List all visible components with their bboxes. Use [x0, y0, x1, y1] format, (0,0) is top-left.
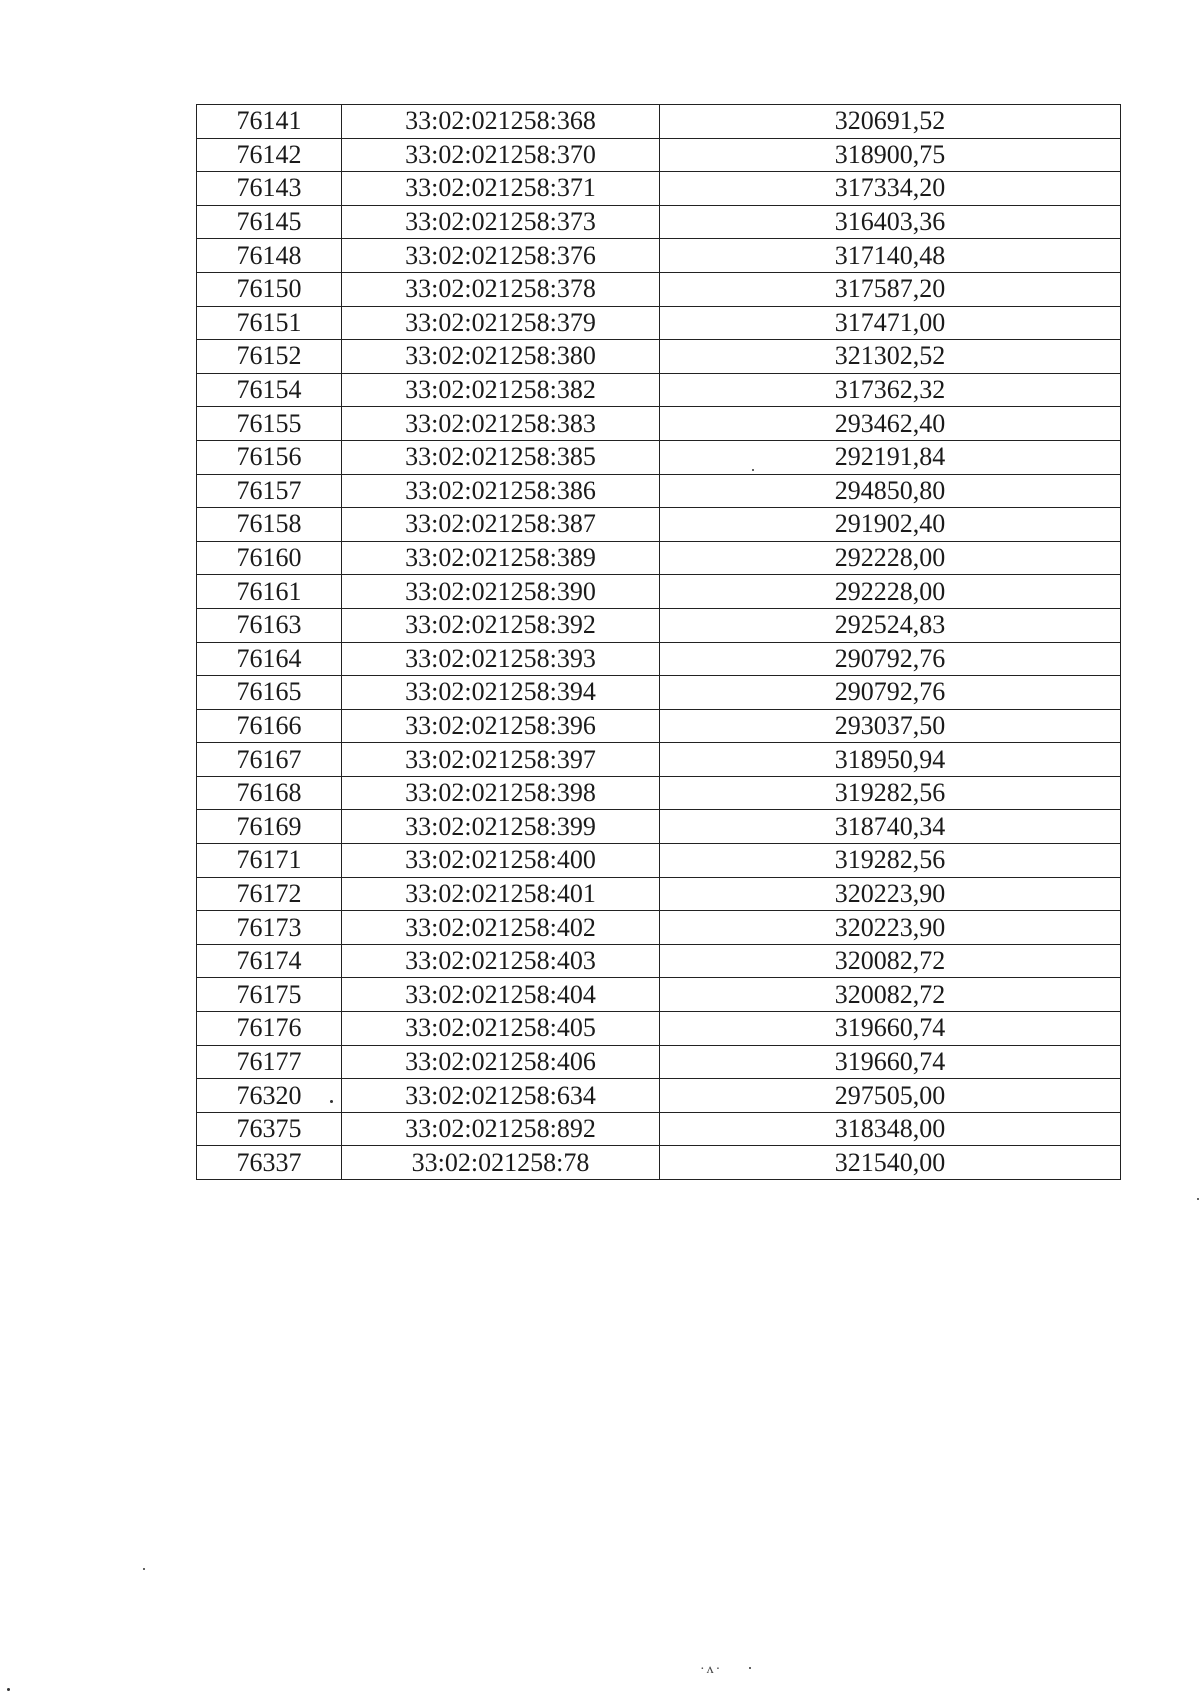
cadastral-number-cell: 33:02:021258:385 [342, 440, 660, 474]
row-number-cell: 76158 [197, 508, 342, 542]
value-cell: 320082,72 [660, 944, 1121, 978]
table-row [197, 575, 1121, 609]
cadastral-number-cell: 33:02:021258:398 [342, 776, 660, 810]
table-row [197, 1045, 1121, 1079]
table-row [197, 272, 1121, 306]
footer-mark: ·ʌ· [700, 1662, 723, 1677]
row-number-cell: 76142 [197, 138, 342, 172]
cadastral-number-cell: 33:02:021258:405 [342, 1012, 660, 1046]
table-row [197, 844, 1121, 878]
cadastral-number-cell: 33:02:021258:396 [342, 709, 660, 743]
value-cell: 316403,36 [660, 205, 1121, 239]
value-cell: 319282,56 [660, 844, 1121, 878]
table-row [197, 474, 1121, 508]
scan-speck [330, 1100, 333, 1103]
cadastral-number-cell: 33:02:021258:379 [342, 306, 660, 340]
value-cell: 320082,72 [660, 978, 1121, 1012]
value-cell: 292191,84 [660, 440, 1121, 474]
cadastral-number-cell: 33:02:021258:402 [342, 911, 660, 945]
table-row [197, 105, 1121, 139]
table-row [197, 944, 1121, 978]
row-number-cell: 76155 [197, 407, 342, 441]
cadastral-number-cell: 33:02:021258:376 [342, 239, 660, 273]
value-cell: 317334,20 [660, 172, 1121, 206]
cadastral-number-cell: 33:02:021258:399 [342, 810, 660, 844]
cadastral-number-cell: 33:02:021258:370 [342, 138, 660, 172]
cadastral-number-cell: 33:02:021258:401 [342, 877, 660, 911]
value-cell: 290792,76 [660, 642, 1121, 676]
cadastral-number-cell: 33:02:021258:892 [342, 1112, 660, 1146]
table-row [197, 508, 1121, 542]
table-row [197, 978, 1121, 1012]
cadastral-number-cell: 33:02:021258:404 [342, 978, 660, 1012]
table-row [197, 776, 1121, 810]
row-number-cell: 76163 [197, 608, 342, 642]
table-row [197, 642, 1121, 676]
table-row [197, 172, 1121, 206]
cadastral-number-cell: 33:02:021258:394 [342, 676, 660, 710]
row-number-cell: 76141 [197, 105, 342, 139]
value-cell: 319282,56 [660, 776, 1121, 810]
row-number-cell: 76177 [197, 1045, 342, 1079]
cadastral-number-cell: 33:02:021258:393 [342, 642, 660, 676]
row-number-cell: 76156 [197, 440, 342, 474]
value-cell: 297505,00 [660, 1079, 1121, 1113]
value-cell: 317471,00 [660, 306, 1121, 340]
cadastral-number-cell: 33:02:021258:380 [342, 340, 660, 374]
cadastral-number-cell: 33:02:021258:400 [342, 844, 660, 878]
row-number-cell: 76166 [197, 709, 342, 743]
value-cell: 317140,48 [660, 239, 1121, 273]
row-number-cell: 76150 [197, 272, 342, 306]
cadastral-number-cell: 33:02:021258:406 [342, 1045, 660, 1079]
value-cell: 318740,34 [660, 810, 1121, 844]
value-cell: 317362,32 [660, 373, 1121, 407]
value-cell: 319660,74 [660, 1012, 1121, 1046]
table-row [197, 676, 1121, 710]
value-cell: 293037,50 [660, 709, 1121, 743]
value-cell: 320223,90 [660, 911, 1121, 945]
value-cell: 291902,40 [660, 508, 1121, 542]
cadastral-number-cell: 33:02:021258:78 [342, 1146, 660, 1180]
value-cell: 318900,75 [660, 138, 1121, 172]
cadastral-number-cell: 33:02:021258:368 [342, 105, 660, 139]
row-number-cell: 76375 [197, 1112, 342, 1146]
cadastral-number-cell: 33:02:021258:390 [342, 575, 660, 609]
row-number-cell: 76173 [197, 911, 342, 945]
row-number-cell: 76167 [197, 743, 342, 777]
row-number-cell: 76148 [197, 239, 342, 273]
row-number-cell: 76160 [197, 541, 342, 575]
table-row [197, 1012, 1121, 1046]
table-row [197, 138, 1121, 172]
row-number-cell: 76165 [197, 676, 342, 710]
row-number-cell: 76152 [197, 340, 342, 374]
table-row [197, 877, 1121, 911]
value-cell: 292524,83 [660, 608, 1121, 642]
cadastral-number-cell: 33:02:021258:373 [342, 205, 660, 239]
cadastral-number-cell: 33:02:021258:392 [342, 608, 660, 642]
scan-speck [7, 1688, 10, 1691]
row-number-cell: 76145 [197, 205, 342, 239]
table-body [197, 105, 1121, 1180]
scan-speck [1197, 1198, 1199, 1200]
value-cell: 292228,00 [660, 541, 1121, 575]
cadastral-number-cell: 33:02:021258:378 [342, 272, 660, 306]
row-number-cell: 76164 [197, 642, 342, 676]
row-number-cell: 76143 [197, 172, 342, 206]
cadastral-number-cell: 33:02:021258:634 [342, 1079, 660, 1113]
scan-speck [752, 469, 754, 471]
row-number-cell: 76157 [197, 474, 342, 508]
value-cell: 292228,00 [660, 575, 1121, 609]
row-number-cell: 76169 [197, 810, 342, 844]
value-cell: 321540,00 [660, 1146, 1121, 1180]
row-number-cell: 76151 [197, 306, 342, 340]
cadastral-number-cell: 33:02:021258:386 [342, 474, 660, 508]
row-number-cell: 76154 [197, 373, 342, 407]
row-number-cell: 76337 [197, 1146, 342, 1180]
row-number-cell: 76161 [197, 575, 342, 609]
row-number-cell: 76168 [197, 776, 342, 810]
value-cell: 321302,52 [660, 340, 1121, 374]
table-row [197, 205, 1121, 239]
table-row [197, 1079, 1121, 1113]
row-number-cell: 76175 [197, 978, 342, 1012]
table-row [197, 743, 1121, 777]
value-cell: 294850,80 [660, 474, 1121, 508]
value-cell: 293462,40 [660, 407, 1121, 441]
table-row [197, 340, 1121, 374]
cadastral-number-cell: 33:02:021258:397 [342, 743, 660, 777]
row-number-cell: 76174 [197, 944, 342, 978]
table-row [197, 306, 1121, 340]
row-number-cell: 76171 [197, 844, 342, 878]
cadastral-number-cell: 33:02:021258:383 [342, 407, 660, 441]
scan-speck [143, 1568, 145, 1570]
table-row [197, 1112, 1121, 1146]
value-cell: 290792,76 [660, 676, 1121, 710]
cadastral-number-cell: 33:02:021258:382 [342, 373, 660, 407]
table-row [197, 373, 1121, 407]
value-cell: 320691,52 [660, 105, 1121, 139]
value-cell: 319660,74 [660, 1045, 1121, 1079]
cadastral-number-cell: 33:02:021258:403 [342, 944, 660, 978]
row-number-cell: 76320 [197, 1079, 342, 1113]
table-row [197, 440, 1121, 474]
cadastral-number-cell: 33:02:021258:371 [342, 172, 660, 206]
table-row [197, 1146, 1121, 1180]
cadastral-number-cell: 33:02:021258:387 [342, 508, 660, 542]
value-cell: 320223,90 [660, 877, 1121, 911]
table-row [197, 810, 1121, 844]
row-number-cell: 76172 [197, 877, 342, 911]
cadastral-number-cell: 33:02:021258:389 [342, 541, 660, 575]
table-row [197, 608, 1121, 642]
value-cell: 318950,94 [660, 743, 1121, 777]
row-number-cell: 76176 [197, 1012, 342, 1046]
table-row [197, 541, 1121, 575]
scan-speck [749, 1667, 751, 1669]
table-row [197, 239, 1121, 273]
table-row [197, 709, 1121, 743]
value-cell: 317587,20 [660, 272, 1121, 306]
table-row [197, 407, 1121, 441]
value-cell: 318348,00 [660, 1112, 1121, 1146]
table-row [197, 911, 1121, 945]
data-table [196, 104, 1121, 1180]
